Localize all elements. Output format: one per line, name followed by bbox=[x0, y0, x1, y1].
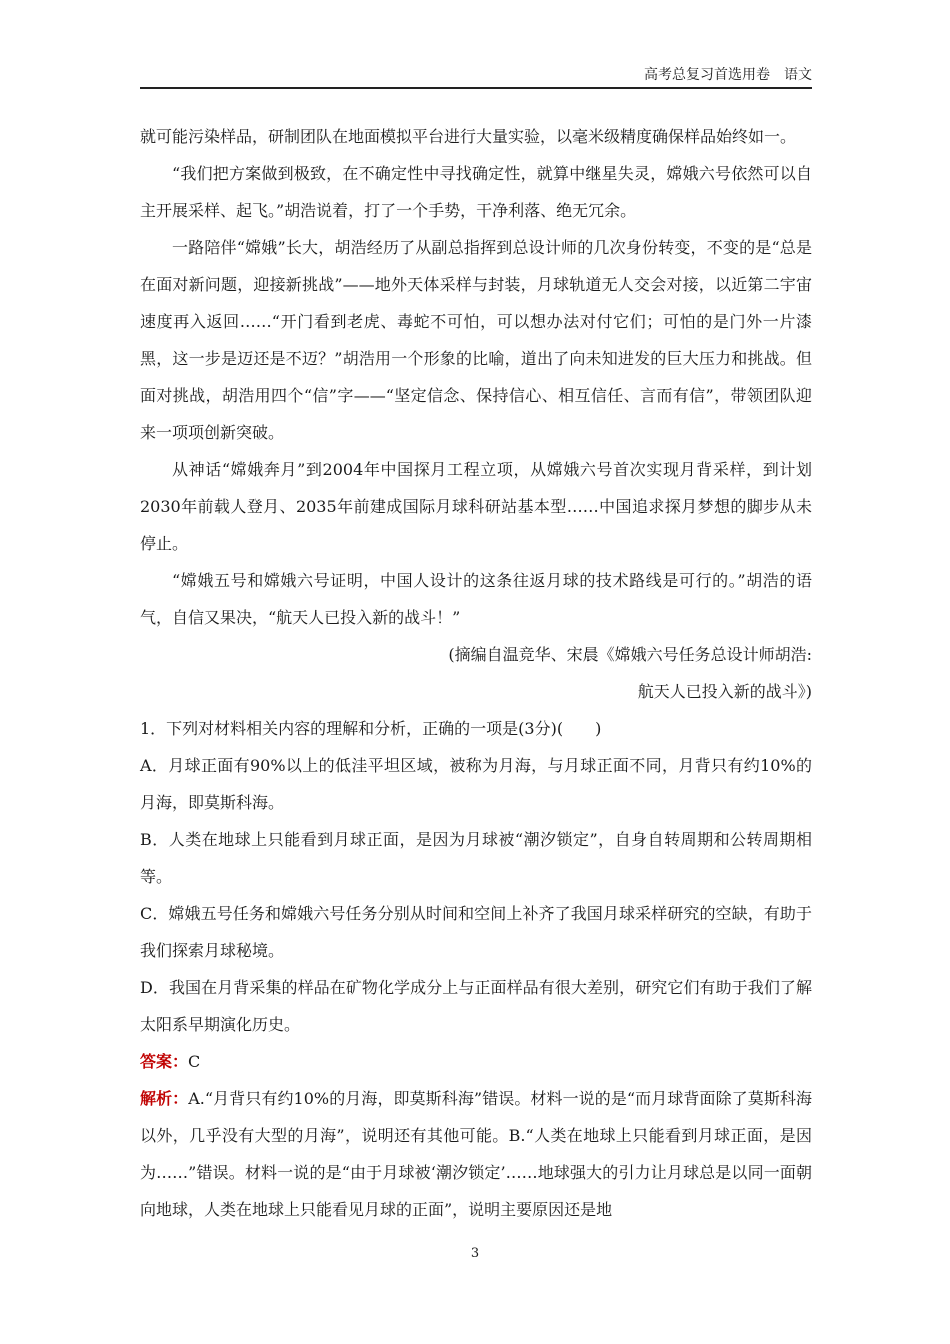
source-citation-line1: (摘编自温竞华、宋晨《嫦娥六号任务总设计师胡浩: bbox=[448, 645, 812, 664]
option-b: B．人类在地球上只能看到月球正面，是因为月球被“潮汐锁定”，自身自转周期和公转周期相等。 bbox=[140, 830, 812, 886]
option-a: A．月球正面有90%以上的低洼平坦区域，被称为月海，与月球正面不同，月背只有约10%的月海，即莫斯科海。 bbox=[140, 756, 812, 812]
answer-line bbox=[140, 1043, 812, 1080]
analysis-text: A.“月背只有约10%的月海，即莫斯科海”错误。材料一说的是“而月球背面除了莫斯科海以外，几乎没有大型的月海”，说明还有其他可能。B.“人类在地球上只能看到月球正面，是因为……”错误。材料一说的是“由于月球被‘潮汐锁定’……地球强大的引力让月球总是以同一面朝向地球，人类在地球上只能看见月球的正面”，说明主要原因还是地 bbox=[140, 1089, 812, 1219]
analysis-paragraph bbox=[140, 1080, 812, 1228]
option-d: D．我国在月背采集的样品在矿物化学成分上与正面样品有很大差别，研究它们有助于我们了解太阳系早期演化历史。 bbox=[140, 978, 812, 1034]
header-title: 高考总复习首选用卷 语文 bbox=[644, 67, 812, 83]
header-divider bbox=[140, 87, 812, 89]
paragraph: 一路陪伴“嫦娥”长大，胡浩经历了从副总指挥到总设计师的几次身份转变，不变的是“总是在面对新问题，迎接新挑战”——地外天体采样与封装，月球轨道无人交会对接，以近第二宇宙速度再入返回……“开门看到老虎、毒蛇不可怕，可以想办法对付它们；可怕的是门外一片漆黑，这一步是迈还是不迈？”胡浩用一个形象的比喻，道出了向未知进发的巨大压力和挑战。但面对挑战，胡浩用四个“信”字——“坚定信念、保持信心、相互信任、言而有信”，带领团队迎来一项项创新突破。 bbox=[140, 238, 812, 442]
page-number: 3 bbox=[470, 1246, 480, 1261]
source-citation-line2: 航天人已投入新的战斗》) bbox=[637, 682, 812, 701]
paragraph: 从神话“嫦娥奔月”到2004年中国探月工程立项，从嫦娥六号首次实现月背采样，到计划2030年前载人登月、2035年前建成国际月球科研站基本型……中国追求探月梦想的脚步从未停止。 bbox=[140, 460, 812, 553]
answer-value: C bbox=[188, 1052, 201, 1071]
paragraph: “我们把方案做到极致，在不确定性中寻找确定性，就算中继星失灵，嫦娥六号依然可以自主开展采样、起飞。”胡浩说着，打了一个手势，干净利落、绝无冗余。 bbox=[140, 164, 812, 220]
paragraph: “嫦娥五号和嫦娥六号证明，中国人设计的这条往返月球的技术路线是可行的。”胡浩的语气，自信又果决，“航天人已投入新的战斗！” bbox=[140, 571, 812, 627]
analysis-label: 解析： bbox=[140, 1089, 189, 1108]
option-c: C．嫦娥五号任务和嫦娥六号任务分别从时间和空间上补齐了我国月球采样研究的空缺，有助于我们探索月球秘境。 bbox=[140, 904, 812, 960]
paragraph: 就可能污染样品，研制团队在地面模拟平台进行大量实验，以毫米级精度确保样品始终如一。 bbox=[140, 127, 797, 146]
answer-label: 答案： bbox=[140, 1052, 189, 1071]
question-stem: 1．下列对材料相关内容的理解和分析，正确的一项是(3分)( ) bbox=[140, 719, 602, 738]
running-header bbox=[140, 64, 812, 86]
document-body bbox=[140, 118, 812, 1228]
